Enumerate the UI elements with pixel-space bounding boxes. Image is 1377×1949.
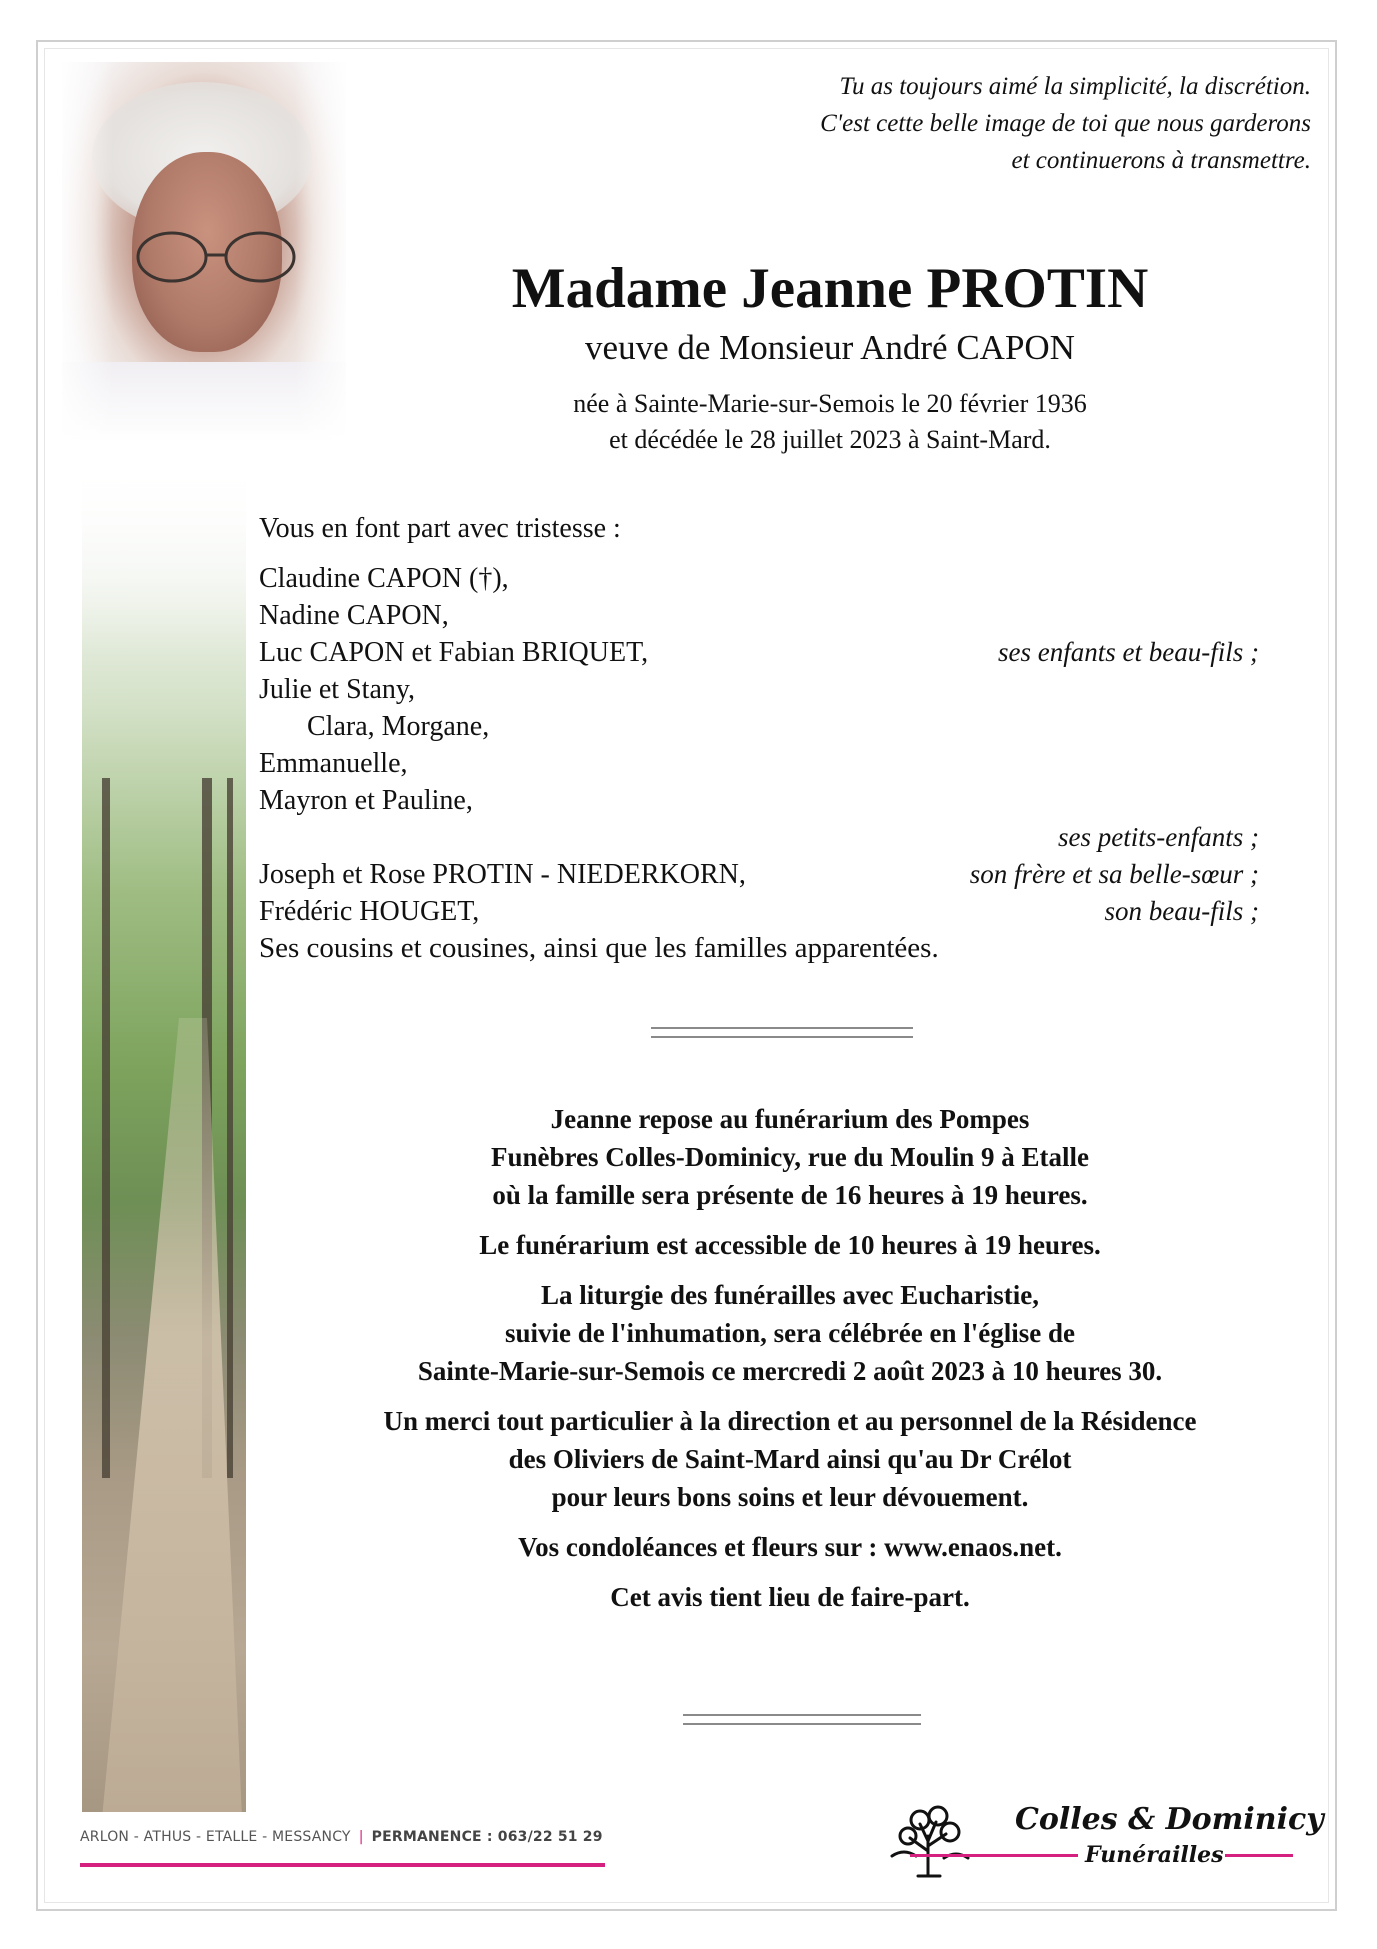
info-liturgy — [260, 1276, 1320, 1390]
deceased-name: Madame Jeanne PROTIN — [511, 257, 1149, 320]
family-member: Julie et Stany, — [259, 674, 416, 705]
info-thanks — [260, 1402, 1320, 1516]
epigraph-quote — [611, 68, 1311, 179]
brand-name: Colles & Dominicy — [1015, 1802, 1324, 1837]
quote-line: et continuerons à transmettre. — [1011, 147, 1311, 174]
family-row — [259, 893, 1259, 930]
family-row — [259, 708, 1259, 745]
tree-logo-icon — [888, 1796, 978, 1878]
info-line: Le funérarium est accessible de 10 heures à 19 heures. — [479, 1230, 1101, 1260]
family-row — [259, 782, 1259, 819]
family-row — [259, 856, 1259, 893]
logo-accent-line — [910, 1854, 1078, 1857]
family-member: Luc CAPON et Fabian BRIQUET, — [259, 637, 649, 668]
footer-separator: | — [358, 1829, 364, 1845]
family-row — [259, 745, 1259, 782]
family-row — [259, 634, 1259, 671]
widow-of: veuve de Monsieur André CAPON — [585, 328, 1075, 367]
footer-locations: ARLON - ATHUS - ETALLE - MESSANCY — [80, 1829, 351, 1845]
family-member: Frédéric HOUGET, — [259, 896, 480, 927]
info-hours — [260, 1226, 1320, 1264]
info-line: Vos condoléances et fleurs sur : www.enaos.net. — [518, 1532, 1062, 1562]
relationship: son beau-fils ; — [1104, 896, 1259, 926]
quote-line: Tu as toujours aimé la simplicité, la discrétion. — [839, 73, 1311, 100]
info-line: Funèbres Colles-Dominicy, rue du Moulin 9 à Etalle — [490, 1142, 1090, 1172]
family-member: Ses cousins et cousines, ainsi que les familles apparentées. — [259, 932, 939, 964]
relationship: ses enfants et beau-fils ; — [998, 637, 1259, 667]
family-row — [259, 560, 1259, 597]
info-line: Un merci tout particulier à la direction et au personnel de la Résidence — [383, 1406, 1197, 1436]
logo-accent-line — [1225, 1854, 1293, 1857]
family-member: Clara, Morgane, — [307, 711, 490, 742]
footer-contact — [80, 1829, 603, 1845]
birth-death-details — [430, 386, 1230, 458]
info-line: Jeanne repose au funérarium des Pompes — [550, 1104, 1030, 1134]
portrait-photo — [62, 62, 346, 442]
birth-line: née à Sainte-Marie-sur-Semois le 20 février 1936 — [573, 389, 1087, 418]
family-row — [259, 671, 1259, 708]
funeral-info — [260, 1100, 1320, 1616]
info-line: Sainte-Marie-sur-Semois ce mercredi 2 août 2023 à 10 heures 30. — [417, 1356, 1163, 1386]
info-visitation — [260, 1100, 1320, 1214]
family-member: Joseph et Rose PROTIN - NIEDERKORN, — [259, 859, 746, 890]
announcement-intro: Vous en font part avec tristesse : — [259, 513, 621, 544]
footer-accent-line — [80, 1863, 605, 1867]
info-condolences — [260, 1528, 1320, 1566]
quote-line: C'est cette belle image de toi que nous garderons — [820, 110, 1311, 137]
funeral-home-logo — [880, 1792, 1324, 1887]
family-row — [259, 930, 1259, 967]
section-divider — [683, 1714, 921, 1725]
footer-permanence: PERMANENCE : 063/22 51 29 — [371, 1829, 603, 1845]
info-line: Cet avis tient lieu de faire-part. — [610, 1582, 970, 1612]
family-member: Mayron et Pauline, — [259, 785, 473, 816]
relationship: son frère et sa belle-sœur ; — [969, 859, 1259, 889]
info-line: pour leurs bons soins et leur dévouement. — [551, 1482, 1029, 1512]
info-line: suivie de l'inhumation, sera célébrée en l'église de — [505, 1318, 1075, 1348]
section-divider — [651, 1027, 913, 1038]
family-member: Nadine CAPON, — [259, 600, 449, 631]
forest-path-photo — [82, 458, 246, 1812]
family-list — [259, 560, 1259, 967]
info-notice — [260, 1578, 1320, 1616]
info-line: La liturgie des funérailles avec Eucharistie, — [541, 1280, 1039, 1310]
family-row — [259, 597, 1259, 634]
info-line: où la famille sera présente de 16 heures à 19 heures. — [492, 1180, 1088, 1210]
family-member: Emmanuelle, — [259, 748, 408, 779]
death-line: et décédée le 28 juillet 2023 à Saint-Mard. — [609, 425, 1051, 454]
info-line: des Oliviers de Saint-Mard ainsi qu'au Dr Crélot — [508, 1444, 1072, 1474]
brand-subtitle: Funérailles — [1085, 1842, 1224, 1868]
family-row — [259, 819, 1259, 856]
relationship: ses petits-enfants ; — [1058, 822, 1259, 852]
family-member: Claudine CAPON (†), — [259, 563, 509, 594]
